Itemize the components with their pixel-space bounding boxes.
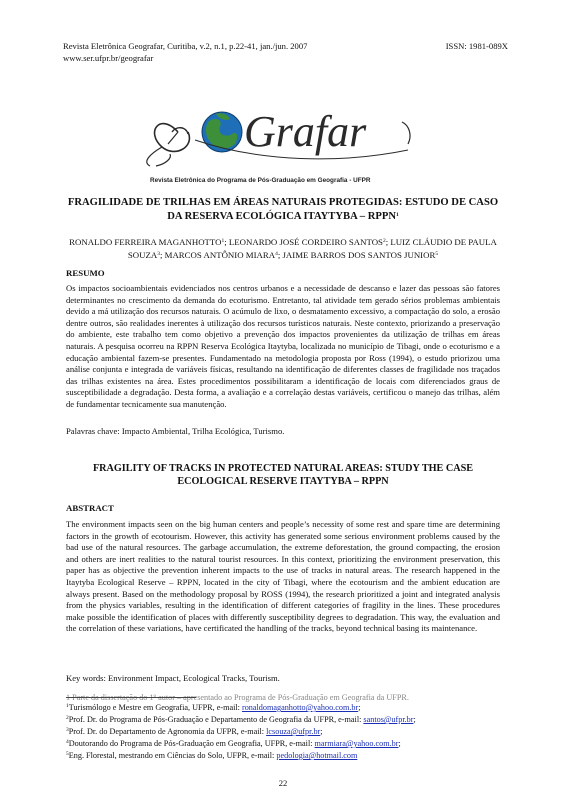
- footnote-mark: 2: [66, 715, 69, 721]
- author-mark: 2: [382, 238, 386, 244]
- footnote-mark: 1: [66, 703, 69, 709]
- footnote-email-link[interactable]: ronaldomaganhotto@yahoo.com.br: [241, 703, 359, 712]
- article-title-english: FRAGILITY OF TRACKS IN PROTECTED NATURAL AREAS: STUDY THE CASE ECOLOGICAL RESERVE ITAYTYBA – RPPN: [92, 463, 474, 488]
- journal-citation: Revista Eletrônica Geografar, Curitiba, v.2, n.1, p.22-41, jan./jun. 2007: [63, 41, 308, 51]
- footnote-text: Prof. Dr. do Departamento de Agronomia da UFPR, e-mail:: [68, 727, 267, 736]
- abstract-text: The environment impacts seen on the big human centers and people’s necessity of some rest and spare time are determining factors in the growth of ecotourism. However, this activity has generated some serious environment problems caused by the bad use of the natural resources. The garbage accumulation, the extreme deforestation, the ground compacting, the erosion and others are inert realities to the natural tourist resources. In this context, prioritizing the environment preservation, this paper has as objective the prevention inherent impacts to the use of tracks in natural areas. The research happened in the Itaytyba Ecological Reserve – RPPN, located in the city of Tibagi, where the ecotourism and the ambient education are always present. Based on the methodology proposal by ROSS (1994), the research prioritized a joint and integrated analysis from the physics variables, resulting in the identification of different categories of fragility in the lines. These procedures make possible the identification of places with differently susceptibility degrees to degradation. This way, the evaluation and the correlation of these variations, have certificated the handling of the tracks, beyond technical basing its maintenance.: [66, 519, 500, 634]
- author-name: RONALDO FERREIRA MAGANHOTTO: [69, 237, 222, 247]
- footnote-mark: 3: [66, 727, 69, 733]
- footnote-end: ;: [413, 715, 416, 724]
- author-mark: 1: [221, 238, 225, 244]
- footnote-text: Doutorando do Programa de Pós-Graduação em Geografia, UFPR, e-mail:: [68, 739, 315, 748]
- author-mark: 4: [275, 250, 278, 257]
- footnote-item: [66, 725, 506, 738]
- journal-url: www.ser.ufpr.br/geografar: [63, 52, 154, 63]
- author-name: MARCOS ANTÔNIO MIARA: [164, 249, 276, 260]
- footnote-email-link[interactable]: lcsouza@ufpr.br: [266, 727, 321, 736]
- resumo-heading: RESUMO: [66, 268, 105, 278]
- logo-caption: Revista Eletrônica do Programa de Pós-Graduação em Geografia - UFPR: [150, 177, 371, 184]
- author-separator: ;: [385, 237, 391, 247]
- footnote-item: [66, 749, 506, 762]
- resumo-text: Os impactos socioambientais evidenciados nos centros urbanos e a necessidade de descanso e lazer das pessoas são fatores determinantes no crescimento da demanda do ecoturismo. Entretanto, tal atividade tem gerado sérios problemas ambientais devido a má utilização dos recursos naturais. O acúmulo de lixo, o desmatamento excessivo, a compactação do solo, a erosão dentre outros, são realidades inerentes à utilização dos recursos turísticos naturais. Neste contexto, priorizando a preservação do ambiente, este trabalho tem como objetivo a prevenção dos impactos provenientes da utilização de trilhas em áreas naturais. A pesquisa ocorreu na RPPN Reserva Ecológica Itaytyba, localizada no município de Tibagi, onde o ecoturismo e a educação ambiental fazem-se presentes. Fundamentado na metodologia proposta por Ross (1994), o estudo priorizou uma análise conjunta e integrada de variáveis físicas, resultando na identificação de diferentes classes de fragilidade nos traçados das trilhas existentes na área. Estes procedimentos possibilitaram a identificação de locais com diferenciados graus de susceptibilidade a degradação. Desta forma, a avaliação e a correlação destas variáveis, certificou o manejo das trilhas, além de fundamentar tecnicamente sua manutenção.: [66, 283, 500, 409]
- footnote-end: ;: [320, 727, 323, 736]
- footnote-email-link[interactable]: pedologia@hotmail.com: [276, 751, 358, 760]
- footnote-text: Turismólogo e Mestre em Geografia, UFPR, e-mail:: [68, 703, 242, 712]
- footnote-overlapped: 1 Parte da dissertação do 1º autor – apresentado ao Programa de Pós-Graduação em Geografia da UFPR.: [66, 693, 409, 702]
- author-name: JAIME BARROS DOS SANTOS JUNIOR: [282, 249, 436, 260]
- author-separator: ;: [277, 249, 283, 260]
- author-mark: 5: [435, 250, 439, 257]
- footnote-end: ;: [358, 703, 361, 712]
- author-mark: 3: [157, 250, 160, 257]
- footnote-item: [66, 701, 506, 714]
- issn: ISSN: 1981-089X: [445, 41, 508, 51]
- running-header: [63, 41, 508, 64]
- footnote-email-link[interactable]: santos@ufpr.br: [363, 715, 414, 724]
- footnote-text: Eng. Florestal, mestrando em Ciências do Solo, UFPR, e-mail:: [68, 751, 277, 760]
- abstract-heading: ABSTRACT: [66, 503, 114, 513]
- footnote-mark: 5: [66, 751, 69, 757]
- footnote-item: [66, 737, 506, 750]
- footnote-item: [66, 713, 506, 726]
- footnote-email-link[interactable]: marmiara@yahoo.com.br: [314, 739, 399, 748]
- geografar-logo: [140, 92, 430, 170]
- footnote-rule: [66, 697, 196, 698]
- author-list: [66, 236, 500, 261]
- resumo-keywords: Palavras chave: Impacto Ambiental, Trilha Ecológica, Turismo.: [66, 426, 285, 436]
- title-pt-text: FRAGILIDADE DE TRILHAS EM ÁREAS NATURAIS PROTEGIDAS: ESTUDO DE CASO DA RESERVA ECOLÓGICA ITAYTYBA – RPPN: [67, 197, 499, 223]
- footnote-mark: 4: [66, 739, 69, 745]
- author-separator: ;: [159, 249, 165, 260]
- author-name: LEONARDO JOSÉ CORDEIRO SANTOS: [228, 237, 383, 247]
- footnote-text: Prof. Dr. do Programa de Pós-Graduação e Departamento de Geografia da UFPR, e-mail:: [68, 715, 364, 724]
- abstract-keywords: Key words: Environment Impact, Ecological Tracks, Tourism.: [66, 673, 280, 683]
- logo-wordmark: Grafar: [244, 107, 367, 156]
- page-number: 22: [278, 778, 288, 788]
- footnote-end: ;: [398, 739, 401, 748]
- author-name: LUIZ CLÁUDIO DE PAULA SOUZA: [127, 237, 497, 260]
- author-separator: ;: [224, 237, 229, 247]
- article-title-portuguese: [66, 196, 500, 224]
- title-footnote-mark: 1: [395, 212, 399, 219]
